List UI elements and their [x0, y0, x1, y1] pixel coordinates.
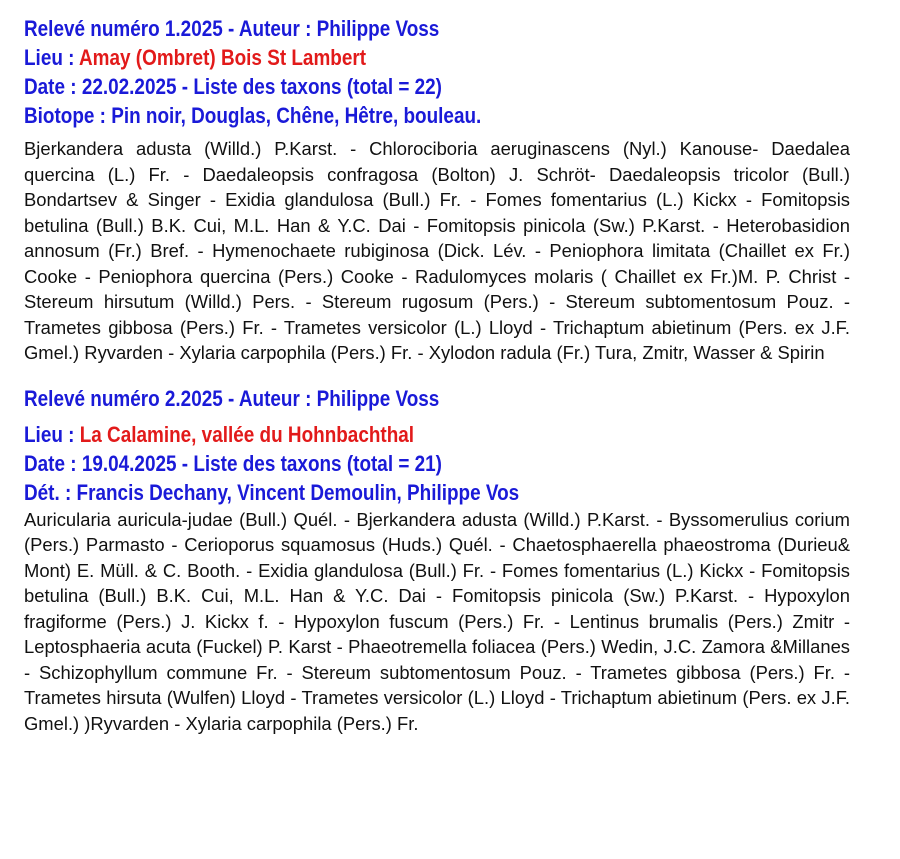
location-value: La Calamine, vallée du Hohnbachthal: [79, 421, 415, 447]
record-date-line: Date : 22.02.2025 - Liste des taxons (total = 22): [24, 74, 442, 99]
record-location-line: [24, 43, 734, 72]
location-label: Lieu :: [24, 421, 80, 447]
record-location-line: [24, 420, 734, 449]
record-header: Relevé numéro 1.2025 - Auteur : Philippe Voss: [24, 16, 440, 41]
record-2: [24, 384, 850, 737]
record-date-line: Date : 19.04.2025 - Liste des taxons (total = 21): [24, 450, 442, 476]
record-determiners-line: Dét. : Francis Dechany, Vincent Demoulin, Philippe Vos: [24, 479, 520, 505]
location-value: Amay (Ombret) Bois St Lambert: [79, 45, 367, 70]
taxa-list: Auricularia auricula-judae (Bull.) Quél. - Bjerkandera adusta (Willd.) P.Karst. - Byssomerulius corium (Pers.) Parmasto - Cerioporus squamosus (Huds.) Quél. - Chaetosphaerella phaeostroma (Durieu& Mont) E. Müll. & C. Booth. - Exidia glandulosa (Bull.) Fr. - Fomes fomentarius (L.) Kickx - Fomitopsis betulina (Bull.) B.K. Cui, M.L. Han & Y.C. Dai - Fomitopsis pinicola (Sw.) P.Karst. - Hypoxylon fragiforme (Pers.) J. Kickx f. - Hypoxylon fuscum (Pers.) Fr. - Lentinus brumalis (Pers.) Zmitr - Leptosphaeria acuta (Fuckel) P. Karst - Phaeotremella foliacea (Pers.) Wedin, J.C. Zamora &Millanes - Schizophyllum commune Fr. - Stereum subtomentosum Pouz. - Trametes gibbosa (Pers.) Fr. - Trametes hirsuta (Wulfen) Lloyd - Trametes versicolor (L.) Lloyd - Trichaptum abietinum (Pers. ex J.F. Gmel.) )Ryvarden - Xylaria carpophila (Pers.) Fr.: [24, 508, 850, 734]
document-page: [24, 14, 850, 736]
location-label: Lieu :: [24, 45, 80, 70]
record-biotope-line: Biotope : Pin noir, Douglas, Chêne, Hêtre, bouleau.: [24, 103, 482, 128]
record-1: [24, 14, 850, 366]
record-header: Relevé numéro 2.2025 - Auteur : Philippe Voss: [24, 385, 440, 411]
taxa-list: Bjerkandera adusta (Willd.) P.Karst. - Chlorociboria aeruginascens (Nyl.) Kanouse- Daedalea quercina (L.) Fr. - Daedaleopsis confragosa (Bolton) J. Schröt- Daedaleopsis tricolor (Bull.) Bondartsev & Singer - Exidia glandulosa (Bull.) Fr. - Fomes fomentarius (L.) Kickx - Fomitopsis betulina (Bull.) B.K. Cui, M.L. Han & Y.C. Dai - Fomitopsis pinicola (Sw.) P.Karst. - Heterobasidion annosum (Fr.) Bref. - Hymenochaete rubiginosa (Dick. Lév. - Peniophora limitata (Chaillet ex Fr.) Cooke - Peniophora quercina (Pers.) Cooke - Radulomyces molaris ( Chaillet ex Fr.)M. P. Christ - Stereum hirsutum (Willd.) Pers. - Stereum rugosum (Pers.) - Stereum subtomentosum Pouz. - Trametes gibbosa (Pers.) Fr. - Trametes versicolor (L.) Lloyd - Trichaptum abietinum (Pers. ex J.F. Gmel.) Ryvarden - Xylaria carpophila (Pers.) Fr. - Xylodon radula (Fr.) Tura, Zmitr, Wasser & Spirin: [24, 138, 850, 363]
